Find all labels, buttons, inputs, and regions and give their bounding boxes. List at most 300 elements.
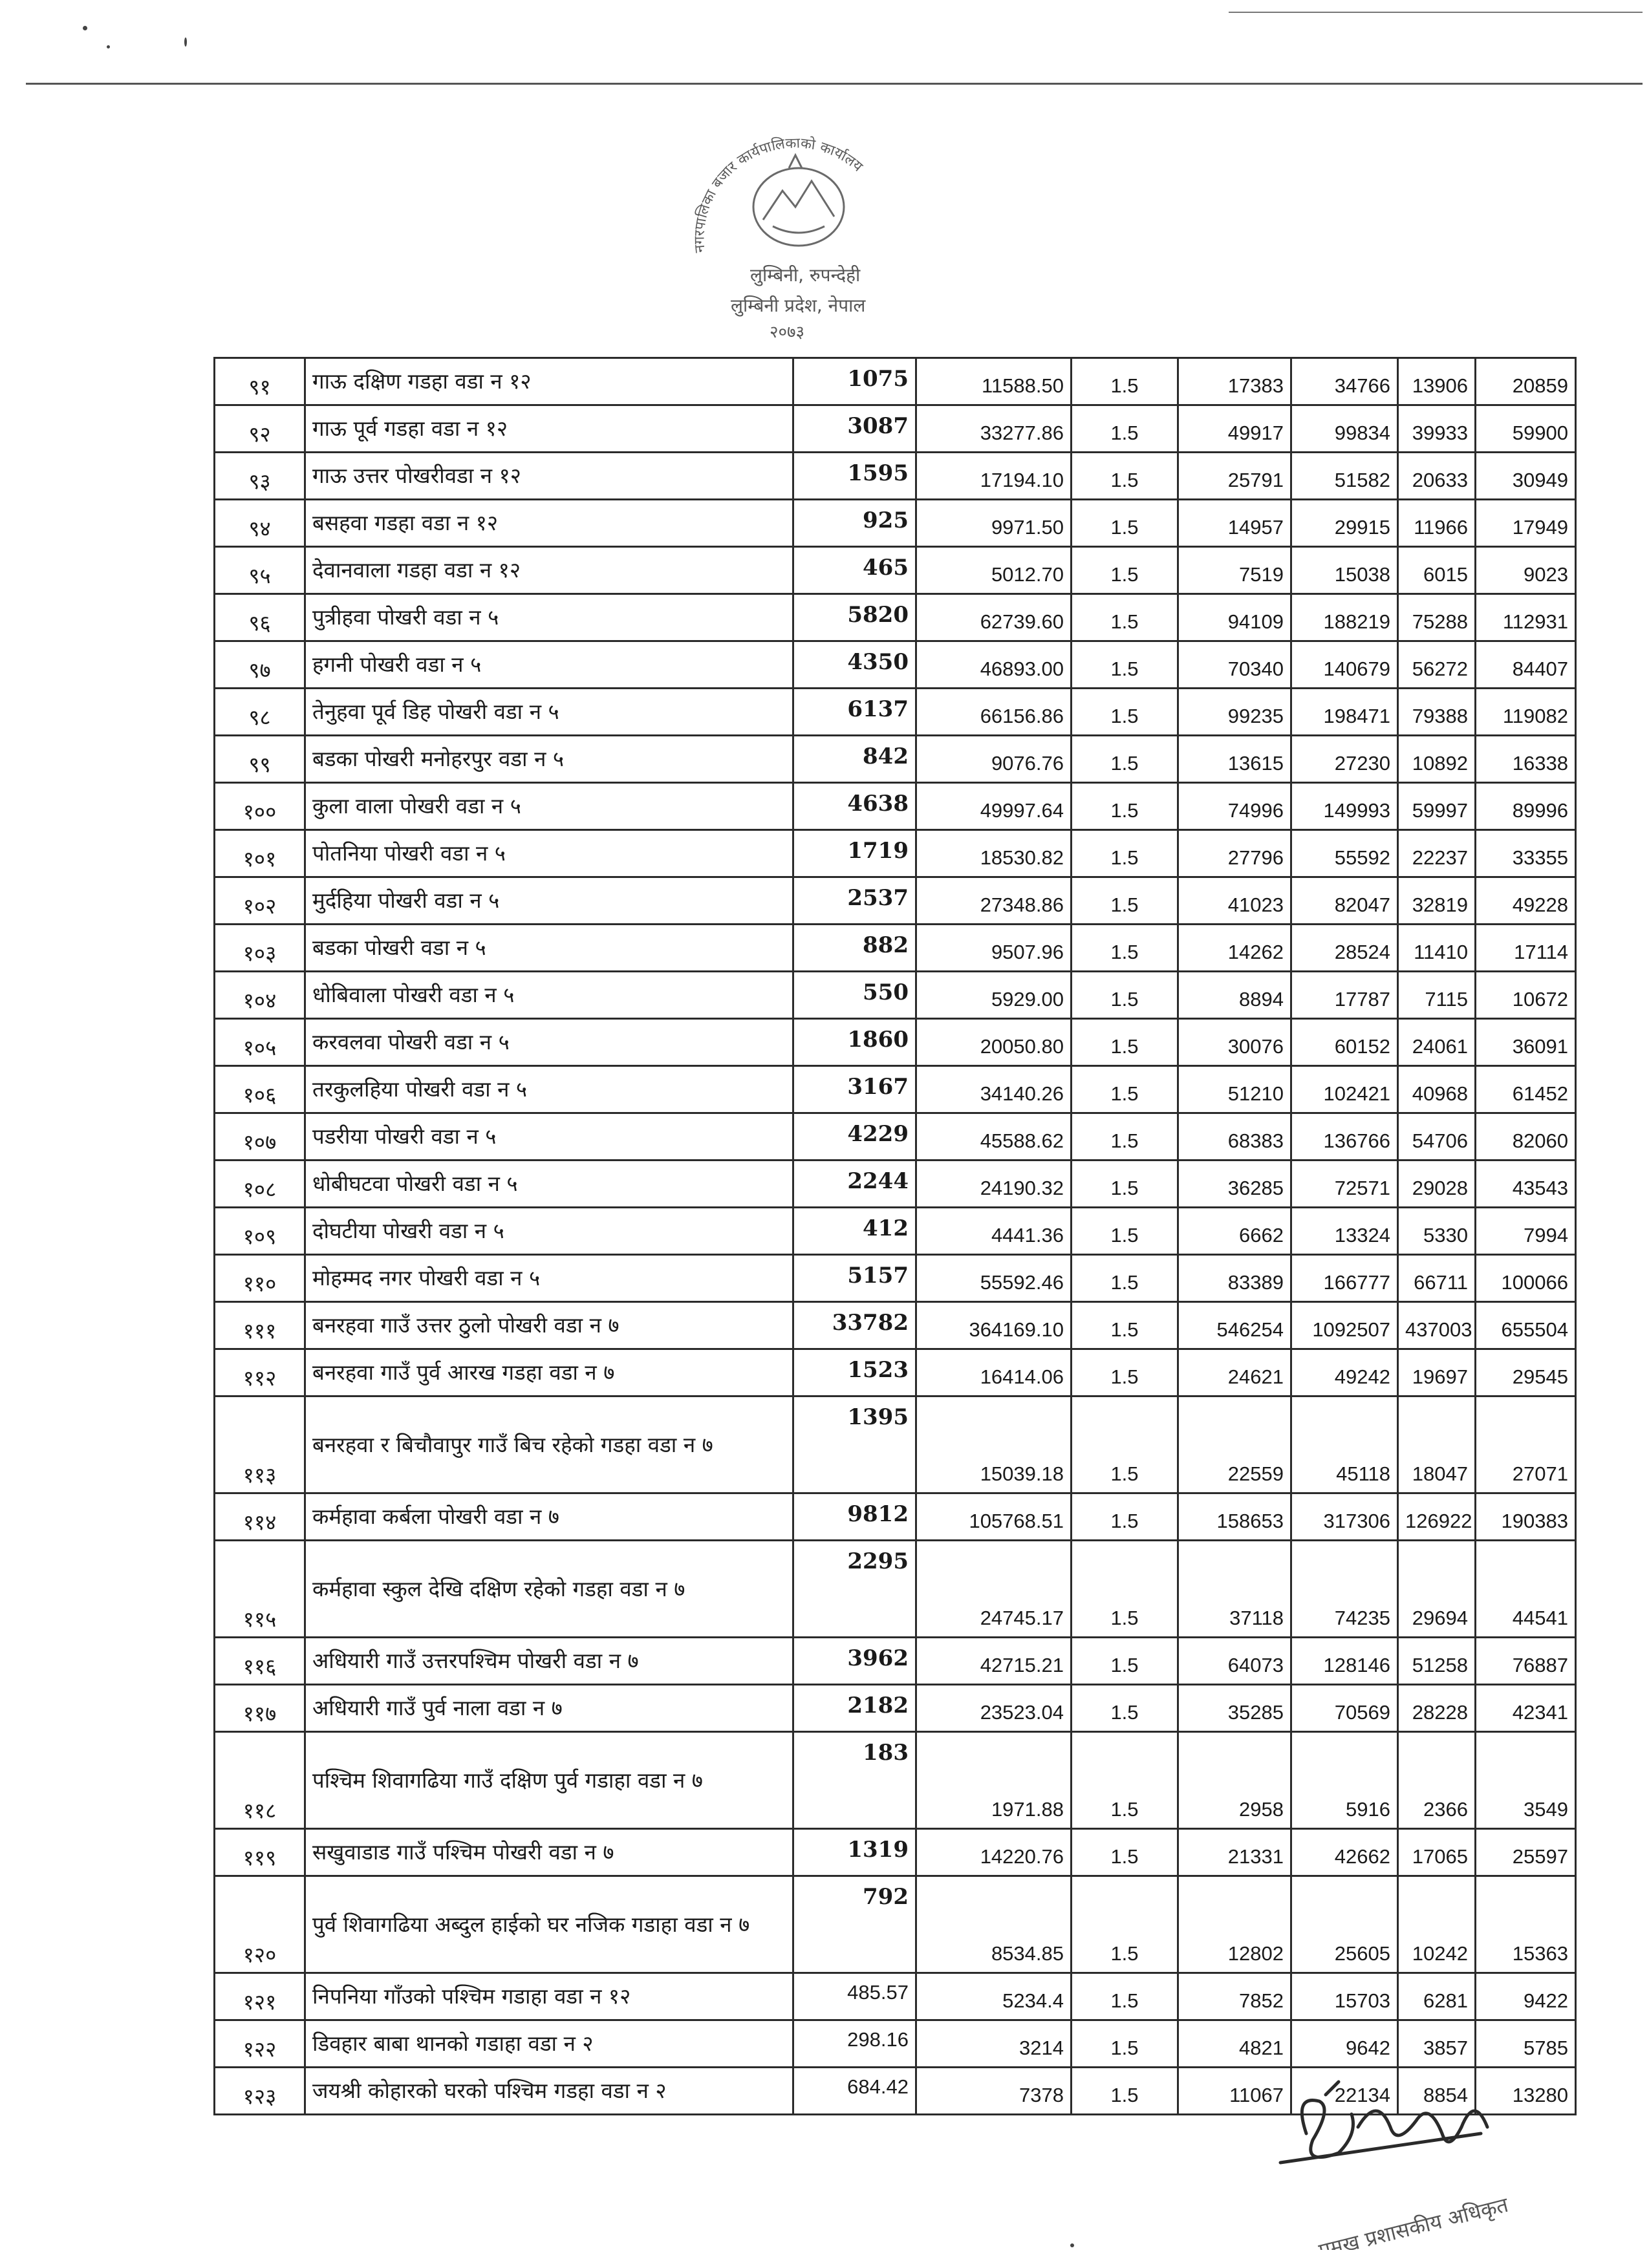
amount-cell: 42662 <box>1291 1829 1398 1876</box>
value-cell: 27348.86 <box>916 877 1072 925</box>
location-name-cell: बडका पोखरी मनोहरपुर वडा न ५ <box>305 736 793 783</box>
amount-cell: 18047 <box>1398 1396 1476 1493</box>
area-cell: 4350 <box>793 641 916 689</box>
amount-cell: 437003 <box>1398 1302 1476 1349</box>
amount-cell: 34766 <box>1291 358 1398 405</box>
area-cell: 183 <box>793 1732 916 1829</box>
serial-number-cell: १०५ <box>215 1019 305 1066</box>
amount-cell: 94109 <box>1178 594 1291 641</box>
location-name-cell: धोबीघटवा पोखरी वडा न ५ <box>305 1161 793 1208</box>
rate-cell: 1.5 <box>1072 736 1178 783</box>
amount-cell: 8894 <box>1178 972 1291 1019</box>
area-cell: 882 <box>793 925 916 972</box>
table-row <box>215 1876 1576 1973</box>
amount-cell: 5785 <box>1476 2020 1576 2068</box>
value-cell: 5929.00 <box>916 972 1072 1019</box>
amount-cell: 24621 <box>1178 1349 1291 1396</box>
table-row <box>215 1493 1576 1541</box>
amount-cell: 15363 <box>1476 1876 1576 1973</box>
value-cell: 18530.82 <box>916 830 1072 877</box>
rate-cell: 1.5 <box>1072 1541 1178 1638</box>
serial-number-cell: ९४ <box>215 500 305 547</box>
amount-cell: 30076 <box>1178 1019 1291 1066</box>
amount-cell: 158653 <box>1178 1493 1291 1541</box>
area-cell: 3962 <box>793 1638 916 1685</box>
area-cell: 2537 <box>793 877 916 925</box>
rate-cell: 1.5 <box>1072 1208 1178 1255</box>
value-cell: 9507.96 <box>916 925 1072 972</box>
amount-cell: 82047 <box>1291 877 1398 925</box>
amount-cell: 1092507 <box>1291 1302 1398 1349</box>
rate-cell: 1.5 <box>1072 689 1178 736</box>
amount-cell: 10242 <box>1398 1876 1476 1973</box>
amount-cell: 32819 <box>1398 877 1476 925</box>
value-cell: 16414.06 <box>916 1349 1072 1396</box>
location-name-cell: पोतनिया पोखरी वडा न ५ <box>305 830 793 877</box>
rate-cell: 1.5 <box>1072 1349 1178 1396</box>
amount-cell: 14262 <box>1178 925 1291 972</box>
amount-cell: 5330 <box>1398 1208 1476 1255</box>
amount-cell: 2958 <box>1178 1732 1291 1829</box>
location-name-cell: कर्महावा स्कुल देखि दक्षिण रहेको गडहा वडा न ७ <box>305 1541 793 1638</box>
area-cell: 550 <box>793 972 916 1019</box>
table-row <box>215 547 1576 594</box>
amount-cell: 11067 <box>1178 2068 1291 2115</box>
amount-cell: 25597 <box>1476 1829 1576 1876</box>
amount-cell: 49917 <box>1178 405 1291 453</box>
amount-cell: 136766 <box>1291 1113 1398 1161</box>
location-name-cell: सखुवाडाड गाउँ पश्चिम पोखरी वडा न ७ <box>305 1829 793 1876</box>
rate-cell: 1.5 <box>1072 1493 1178 1541</box>
amount-cell: 29545 <box>1476 1349 1576 1396</box>
rate-cell: 1.5 <box>1072 925 1178 972</box>
rate-cell: 1.5 <box>1072 405 1178 453</box>
amount-cell: 5916 <box>1291 1732 1398 1829</box>
area-cell: 9812 <box>793 1493 916 1541</box>
area-cell: 3167 <box>793 1066 916 1113</box>
amount-cell: 49228 <box>1476 877 1576 925</box>
amount-cell: 51582 <box>1291 453 1398 500</box>
amount-cell: 128146 <box>1291 1638 1398 1685</box>
amount-cell: 119082 <box>1476 689 1576 736</box>
table-row <box>215 1349 1576 1396</box>
serial-number-cell: १२३ <box>215 2068 305 2115</box>
value-cell: 5012.70 <box>916 547 1072 594</box>
amount-cell: 17949 <box>1476 500 1576 547</box>
amount-cell: 17114 <box>1476 925 1576 972</box>
amount-cell: 40968 <box>1398 1066 1476 1113</box>
serial-number-cell: १०९ <box>215 1208 305 1255</box>
amount-cell: 13324 <box>1291 1208 1398 1255</box>
amount-cell: 20633 <box>1398 453 1476 500</box>
scan-speck <box>107 45 110 48</box>
amount-cell: 30949 <box>1476 453 1576 500</box>
amount-cell: 28228 <box>1398 1685 1476 1732</box>
rate-cell: 1.5 <box>1072 547 1178 594</box>
serial-number-cell: ११९ <box>215 1829 305 1876</box>
seal-org-text: नगरपालिका बजार कार्यपालिकाको कार्यालय <box>691 135 866 253</box>
rate-cell: 1.5 <box>1072 1829 1178 1876</box>
location-name-cell: तेनुहवा पूर्व डिह पोखरी वडा न ५ <box>305 689 793 736</box>
amount-cell: 4821 <box>1178 2020 1291 2068</box>
amount-cell: 61452 <box>1476 1066 1576 1113</box>
table-row <box>215 783 1576 830</box>
amount-cell: 7519 <box>1178 547 1291 594</box>
rate-cell: 1.5 <box>1072 830 1178 877</box>
amount-cell: 126922 <box>1398 1493 1476 1541</box>
table-row <box>215 1113 1576 1161</box>
rate-cell: 1.5 <box>1072 783 1178 830</box>
amount-cell: 41023 <box>1178 877 1291 925</box>
table-row <box>215 1829 1576 1876</box>
amount-cell: 29915 <box>1291 500 1398 547</box>
value-cell: 8534.85 <box>916 1876 1072 1973</box>
value-cell: 4441.36 <box>916 1208 1072 1255</box>
amount-cell: 29694 <box>1398 1541 1476 1638</box>
amount-cell: 74996 <box>1178 783 1291 830</box>
area-cell: 1395 <box>793 1396 916 1493</box>
area-cell: 485.57 <box>793 1973 916 2020</box>
amount-cell: 49242 <box>1291 1349 1398 1396</box>
table-row <box>215 405 1576 453</box>
value-cell: 14220.76 <box>916 1829 1072 1876</box>
serial-number-cell: ९१ <box>215 358 305 405</box>
location-name-cell: अधियारी गाउँ पुर्व नाला वडा न ७ <box>305 1685 793 1732</box>
location-name-cell: करवलवा पोखरी वडा न ५ <box>305 1019 793 1066</box>
table-row <box>215 972 1576 1019</box>
rate-cell: 1.5 <box>1072 594 1178 641</box>
serial-number-cell: ९५ <box>215 547 305 594</box>
amount-cell: 28524 <box>1291 925 1398 972</box>
value-cell: 49997.64 <box>916 783 1072 830</box>
serial-number-cell: १२१ <box>215 1973 305 2020</box>
location-name-cell: दोघटीया पोखरी वडा न ५ <box>305 1208 793 1255</box>
amount-cell: 10892 <box>1398 736 1476 783</box>
data-table <box>213 357 1577 2115</box>
value-cell: 66156.86 <box>916 689 1072 736</box>
value-cell: 55592.46 <box>916 1255 1072 1302</box>
amount-cell: 20859 <box>1476 358 1576 405</box>
amount-cell: 6015 <box>1398 547 1476 594</box>
serial-number-cell: १०४ <box>215 972 305 1019</box>
amount-cell: 546254 <box>1178 1302 1291 1349</box>
amount-cell: 6281 <box>1398 1973 1476 2020</box>
rate-cell: 1.5 <box>1072 1066 1178 1113</box>
value-cell: 105768.51 <box>916 1493 1072 1541</box>
value-cell: 42715.21 <box>916 1638 1072 1685</box>
area-cell: 412 <box>793 1208 916 1255</box>
serial-number-cell: १२० <box>215 1876 305 1973</box>
amount-cell: 17383 <box>1178 358 1291 405</box>
amount-cell: 3549 <box>1476 1732 1576 1829</box>
amount-cell: 11966 <box>1398 500 1476 547</box>
location-name-cell: तरकुलहिया पोखरी वडा न ५ <box>305 1066 793 1113</box>
table-row <box>215 925 1576 972</box>
rate-cell: 1.5 <box>1072 1302 1178 1349</box>
value-cell: 33277.86 <box>916 405 1072 453</box>
amount-cell: 22134 <box>1291 2068 1398 2115</box>
amount-cell: 60152 <box>1291 1019 1398 1066</box>
amount-cell: 19697 <box>1398 1349 1476 1396</box>
rate-cell: 1.5 <box>1072 1732 1178 1829</box>
amount-cell: 70569 <box>1291 1685 1398 1732</box>
serial-number-cell: १०३ <box>215 925 305 972</box>
table-row <box>215 358 1576 405</box>
amount-cell: 64073 <box>1178 1638 1291 1685</box>
rate-cell: 1.5 <box>1072 1255 1178 1302</box>
serial-number-cell: ९३ <box>215 453 305 500</box>
amount-cell: 14957 <box>1178 500 1291 547</box>
location-name-cell: बडका पोखरी वडा न ५ <box>305 925 793 972</box>
table-row <box>215 877 1576 925</box>
amount-cell: 29028 <box>1398 1161 1476 1208</box>
amount-cell: 9422 <box>1476 1973 1576 2020</box>
value-cell: 45588.62 <box>916 1113 1072 1161</box>
serial-number-cell: ११३ <box>215 1396 305 1493</box>
amount-cell: 149993 <box>1291 783 1398 830</box>
amount-cell: 59900 <box>1476 405 1576 453</box>
amount-cell: 25791 <box>1178 453 1291 500</box>
table-row <box>215 1019 1576 1066</box>
area-cell: 4638 <box>793 783 916 830</box>
serial-number-cell: १०२ <box>215 877 305 925</box>
amount-cell: 13615 <box>1178 736 1291 783</box>
amount-cell: 188219 <box>1291 594 1398 641</box>
location-name-cell: गाऊ उत्तर पोखरीवडा न १२ <box>305 453 793 500</box>
area-cell: 5157 <box>793 1255 916 1302</box>
signature-scribble <box>1280 2082 1487 2163</box>
table-row <box>215 1208 1576 1255</box>
amount-cell: 9642 <box>1291 2020 1398 2068</box>
amount-cell: 70340 <box>1178 641 1291 689</box>
location-name-cell: देवानवाला गडहा वडा न १२ <box>305 547 793 594</box>
rate-cell: 1.5 <box>1072 1638 1178 1685</box>
amount-cell: 33355 <box>1476 830 1576 877</box>
location-name-cell: बनरहवा र बिचौवापुर गाउँ बिच रहेको गडहा वडा न ७ <box>305 1396 793 1493</box>
amount-cell: 27796 <box>1178 830 1291 877</box>
serial-number-cell: १२२ <box>215 2020 305 2068</box>
area-cell: 465 <box>793 547 916 594</box>
serial-number-cell: ११७ <box>215 1685 305 1732</box>
table-row <box>215 830 1576 877</box>
amount-cell: 15703 <box>1291 1973 1398 2020</box>
area-cell: 1595 <box>793 453 916 500</box>
value-cell: 5234.4 <box>916 1973 1072 2020</box>
amount-cell: 84407 <box>1476 641 1576 689</box>
area-cell: 5820 <box>793 594 916 641</box>
serial-number-cell: ९२ <box>215 405 305 453</box>
table-row <box>215 453 1576 500</box>
location-name-cell: कर्महावा कर्बला पोखरी वडा न ७ <box>305 1493 793 1541</box>
amount-cell: 27230 <box>1291 736 1398 783</box>
top-rule <box>26 83 1643 85</box>
area-cell: 2182 <box>793 1685 916 1732</box>
rate-cell: 1.5 <box>1072 1396 1178 1493</box>
table-row <box>215 1255 1576 1302</box>
amount-cell: 43543 <box>1476 1161 1576 1208</box>
amount-cell: 39933 <box>1398 405 1476 453</box>
area-cell: 2244 <box>793 1161 916 1208</box>
amount-cell: 13280 <box>1476 2068 1576 2115</box>
amount-cell: 166777 <box>1291 1255 1398 1302</box>
amount-cell: 68383 <box>1178 1113 1291 1161</box>
value-cell: 364169.10 <box>916 1302 1072 1349</box>
amount-cell: 79388 <box>1398 689 1476 736</box>
table-row <box>215 1541 1576 1638</box>
rate-cell: 1.5 <box>1072 972 1178 1019</box>
amount-cell: 317306 <box>1291 1493 1398 1541</box>
rate-cell: 1.5 <box>1072 500 1178 547</box>
area-cell: 684.42 <box>793 2068 916 2115</box>
serial-number-cell: ११५ <box>215 1541 305 1638</box>
location-name-cell: हगनी पोखरी वडा न ५ <box>305 641 793 689</box>
area-cell: 33782 <box>793 1302 916 1349</box>
amount-cell: 13906 <box>1398 358 1476 405</box>
amount-cell: 102421 <box>1291 1066 1398 1113</box>
table-row <box>215 500 1576 547</box>
official-stamp-text: प्रमुख प्रशासकीय अधिकृत <box>1316 2192 1511 2250</box>
serial-number-cell: ११८ <box>215 1732 305 1829</box>
table-body <box>215 358 1576 2115</box>
amount-cell: 99834 <box>1291 405 1398 453</box>
amount-cell: 36285 <box>1178 1161 1291 1208</box>
location-name-cell: धोबिवाला पोखरी वडा न ५ <box>305 972 793 1019</box>
serial-number-cell: १०७ <box>215 1113 305 1161</box>
location-name-cell: पुर्व शिवागढिया अब्दुल हाईको घर नजिक गडाहा वडा न ७ <box>305 1876 793 1973</box>
amount-cell: 7852 <box>1178 1973 1291 2020</box>
amount-cell: 24061 <box>1398 1019 1476 1066</box>
area-cell: 925 <box>793 500 916 547</box>
amount-cell: 112931 <box>1476 594 1576 641</box>
seal-year-text: २०७३ <box>770 323 805 342</box>
location-name-cell: गाऊ दक्षिण गडहा वडा न १२ <box>305 358 793 405</box>
table-row <box>215 689 1576 736</box>
serial-number-cell: १०८ <box>215 1161 305 1208</box>
table-row <box>215 1396 1576 1493</box>
rate-cell: 1.5 <box>1072 1161 1178 1208</box>
rate-cell: 1.5 <box>1072 641 1178 689</box>
serial-number-cell: ११० <box>215 1255 305 1302</box>
amount-cell: 12802 <box>1178 1876 1291 1973</box>
amount-cell: 72571 <box>1291 1161 1398 1208</box>
table-row <box>215 641 1576 689</box>
amount-cell: 9023 <box>1476 547 1576 594</box>
scan-speck <box>83 26 87 30</box>
value-cell: 20050.80 <box>916 1019 1072 1066</box>
table-row <box>215 1302 1576 1349</box>
value-cell: 23523.04 <box>916 1685 1072 1732</box>
amount-cell: 15038 <box>1291 547 1398 594</box>
amount-cell: 190383 <box>1476 1493 1576 1541</box>
serial-number-cell: ९७ <box>215 641 305 689</box>
value-cell: 1971.88 <box>916 1732 1072 1829</box>
rate-cell: 1.5 <box>1072 1876 1178 1973</box>
amount-cell: 45118 <box>1291 1396 1398 1493</box>
rate-cell: 1.5 <box>1072 1685 1178 1732</box>
amount-cell: 7994 <box>1476 1208 1576 1255</box>
amount-cell: 74235 <box>1291 1541 1398 1638</box>
rate-cell: 1.5 <box>1072 1113 1178 1161</box>
area-cell: 6137 <box>793 689 916 736</box>
amount-cell: 56272 <box>1398 641 1476 689</box>
location-name-cell: अधियारी गाउँ उत्तरपश्चिम पोखरी वडा न ७ <box>305 1638 793 1685</box>
top-rule-short <box>1229 12 1643 13</box>
amount-cell: 99235 <box>1178 689 1291 736</box>
seal-place-text: लुम्बिनी, रुपन्देही <box>750 264 861 286</box>
location-name-cell: मुर्दहिया पोखरी वडा न ५ <box>305 877 793 925</box>
value-cell: 62739.60 <box>916 594 1072 641</box>
amount-cell: 10672 <box>1476 972 1576 1019</box>
area-cell: 1719 <box>793 830 916 877</box>
serial-number-cell: ११२ <box>215 1349 305 1396</box>
amount-cell: 7115 <box>1398 972 1476 1019</box>
amount-cell: 82060 <box>1476 1113 1576 1161</box>
rate-cell: 1.5 <box>1072 453 1178 500</box>
location-name-cell: पश्चिम शिवागढिया गाउँ दक्षिण पुर्व गडाहा वडा न ७ <box>305 1732 793 1829</box>
amount-cell: 37118 <box>1178 1541 1291 1638</box>
serial-number-cell: १०० <box>215 783 305 830</box>
area-cell: 842 <box>793 736 916 783</box>
table-row <box>215 1732 1576 1829</box>
area-cell: 792 <box>793 1876 916 1973</box>
rate-cell: 1.5 <box>1072 1019 1178 1066</box>
area-cell: 1319 <box>793 1829 916 1876</box>
area-cell: 4229 <box>793 1113 916 1161</box>
location-name-cell: बसहवा गडहा वडा न १२ <box>305 500 793 547</box>
serial-number-cell: ११६ <box>215 1638 305 1685</box>
area-cell: 3087 <box>793 405 916 453</box>
location-name-cell: कुला वाला पोखरी वडा न ५ <box>305 783 793 830</box>
amount-cell: 89996 <box>1476 783 1576 830</box>
amount-cell: 51258 <box>1398 1638 1476 1685</box>
scan-speck <box>1070 2243 1074 2247</box>
location-name-cell: गाऊ पूर्व गडहा वडा न १२ <box>305 405 793 453</box>
office-seal <box>666 129 925 349</box>
amount-cell: 42341 <box>1476 1685 1576 1732</box>
amount-cell: 55592 <box>1291 830 1398 877</box>
amount-cell: 35285 <box>1178 1685 1291 1732</box>
amount-cell: 2366 <box>1398 1732 1476 1829</box>
amount-cell: 75288 <box>1398 594 1476 641</box>
amount-cell: 100066 <box>1476 1255 1576 1302</box>
value-cell: 24745.17 <box>916 1541 1072 1638</box>
value-cell: 9076.76 <box>916 736 1072 783</box>
area-cell: 2295 <box>793 1541 916 1638</box>
location-name-cell: बनरहवा गाउँ उत्तर ठुलो पोखरी वडा न ७ <box>305 1302 793 1349</box>
amount-cell: 17065 <box>1398 1829 1476 1876</box>
data-table-wrap <box>213 357 1575 2109</box>
rate-cell: 1.5 <box>1072 358 1178 405</box>
amount-cell: 198471 <box>1291 689 1398 736</box>
amount-cell: 8854 <box>1398 2068 1476 2115</box>
amount-cell: 76887 <box>1476 1638 1576 1685</box>
amount-cell: 22559 <box>1178 1396 1291 1493</box>
area-cell: 298.16 <box>793 2020 916 2068</box>
amount-cell: 44541 <box>1476 1541 1576 1638</box>
location-name-cell: जयश्री कोहारको घरको पश्चिम गडहा वडा न २ <box>305 2068 793 2115</box>
rate-cell: 1.5 <box>1072 2068 1178 2115</box>
value-cell: 17194.10 <box>916 453 1072 500</box>
table-row <box>215 1973 1576 2020</box>
value-cell: 15039.18 <box>916 1396 1072 1493</box>
serial-number-cell: १०१ <box>215 830 305 877</box>
table-row <box>215 1638 1576 1685</box>
area-cell: 1523 <box>793 1349 916 1396</box>
area-cell: 1860 <box>793 1019 916 1066</box>
rate-cell: 1.5 <box>1072 1973 1178 2020</box>
amount-cell: 17787 <box>1291 972 1398 1019</box>
serial-number-cell: ९९ <box>215 736 305 783</box>
